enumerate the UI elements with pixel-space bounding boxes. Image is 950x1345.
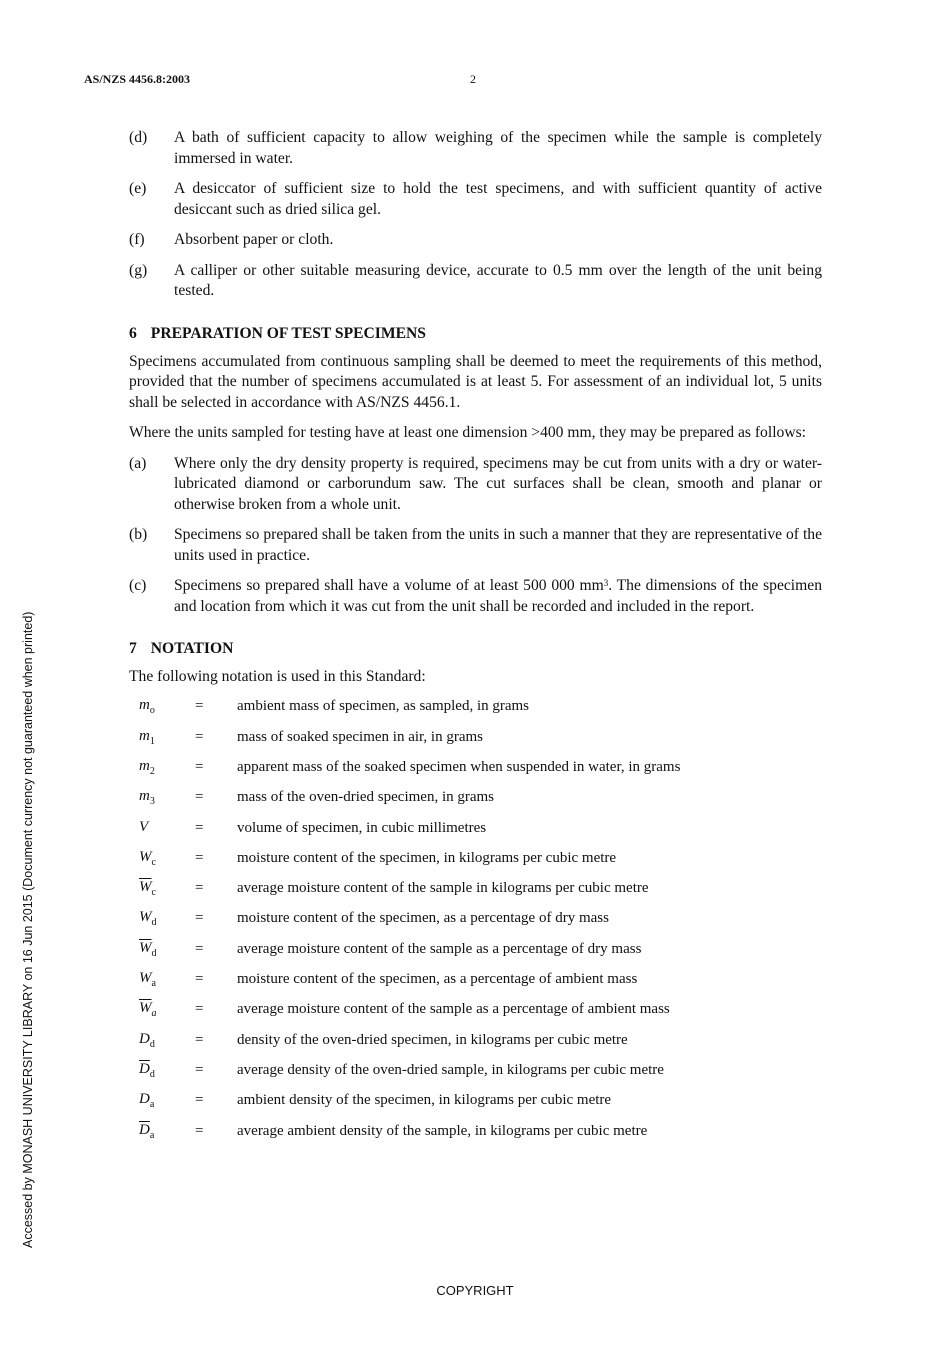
table-row: $D_a$ = ambient density of the specimen, in kilograms per cubic metre: [139, 1091, 612, 1111]
table-row: $\overline{D}_a$ = average ambient density of the sample, in kilograms per cubic metre: [139, 1121, 648, 1141]
section-heading-7: 7 NOTATION: [129, 640, 234, 657]
notation-table: [129, 692, 680, 1146]
table-row: $W_a$ = moisture content of the specimen, as a percentage of ambient mass: [139, 970, 638, 990]
section-heading-6: 6 PREPARATION OF TEST SPECIMENS: [129, 324, 426, 342]
table-row: $m_2$ = apparent mass of the soaked specimen when suspended in water, in grams: [139, 757, 681, 777]
table-row: $D_d$ = density of the oven-dried specimen, in kilograms per cubic metre: [139, 1030, 628, 1050]
table-row: $\overline{W}_d$ = average moisture content of the sample as a percentage of dry mass: [139, 939, 642, 959]
page-number: 2: [470, 72, 476, 86]
list-item: (d) A bath of sufficient capacity to allow weighing of the specimen while the sample is completely immersed in water.: [129, 129, 822, 167]
table-row: V = volume of specimen, in cubic millimetres: [139, 818, 487, 836]
paragraph: Where the units sampled for testing have at least one dimension >400 mm, they may be prepared as follows:: [129, 424, 806, 441]
paragraph: The following notation is used in this Standard:: [129, 668, 426, 685]
table-row: $\overline{W}_c$ = average moisture content of the sample in kilograms per cubic metre: [139, 879, 649, 899]
page-body: [129, 128, 822, 1146]
standard-number: AS/NZS 4456.8:2003: [84, 72, 191, 86]
table-row: $m_o$ = ambient mass of specimen, as sampled, in grams: [139, 697, 530, 717]
table-row: $\overline{D}_d$ = average density of the oven-dried sample, in kilograms per cubic metre: [139, 1060, 664, 1080]
table-row: $W_d$ = moisture content of the specimen, as a percentage of dry mass: [139, 909, 609, 929]
list-item: (f) Absorbent paper or cloth.: [129, 231, 334, 248]
list-item: (b) Specimens so prepared shall be taken from the units in such a manner that they are representative of the units used in practice.: [129, 526, 822, 564]
table-row: $W_c$ = moisture content of the specimen, in kilograms per cubic metre: [139, 848, 617, 868]
table-row: $m_3$ = mass of the oven-dried specimen, in grams: [139, 788, 495, 808]
list-item: (a) Where only the dry density property is required, specimens may be cut from units with a dry or water-lubricated diamond or carborundum saw. The cut surfaces shall be clean, smooth and planar or otherwise broken from a whole unit.: [129, 454, 822, 513]
access-watermark: Accessed by MONASH UNIVERSITY LIBRARY on 16 Jun 2015 (Document currency not guaranteed when printed): [21, 611, 35, 1248]
paragraph: Specimens accumulated from continuous sampling shall be deemed to meet the requirements of this method, provided that the number of specimens accumulated is at least 5. For assessment of an individual lot, 5 units shall be selected in accordance with AS/NZS 4456.1.: [129, 352, 822, 411]
table-row: $m_1$ = mass of soaked specimen in air, in grams: [139, 727, 484, 747]
list-item: (c) Specimens so prepared shall have a volume of at least 500 000 $mm^3$. The dimensions of the specimen and location from which it was cut from the unit shall be recorded and included in the report.: [129, 577, 822, 615]
copyright-footer: COPYRIGHT: [436, 1283, 514, 1298]
list-item: (g) A calliper or other suitable measuring device, accurate to 0.5 mm over the length of the unit being tested.: [129, 261, 822, 299]
list-item: (e) A desiccator of sufficient size to hold the test specimens, and with sufficient quantity of active desiccant such as dried silica gel.: [129, 180, 822, 218]
table-row: $\overline{W}_a$ = average moisture content of the sample as a percentage of ambient mass: [139, 1000, 670, 1020]
